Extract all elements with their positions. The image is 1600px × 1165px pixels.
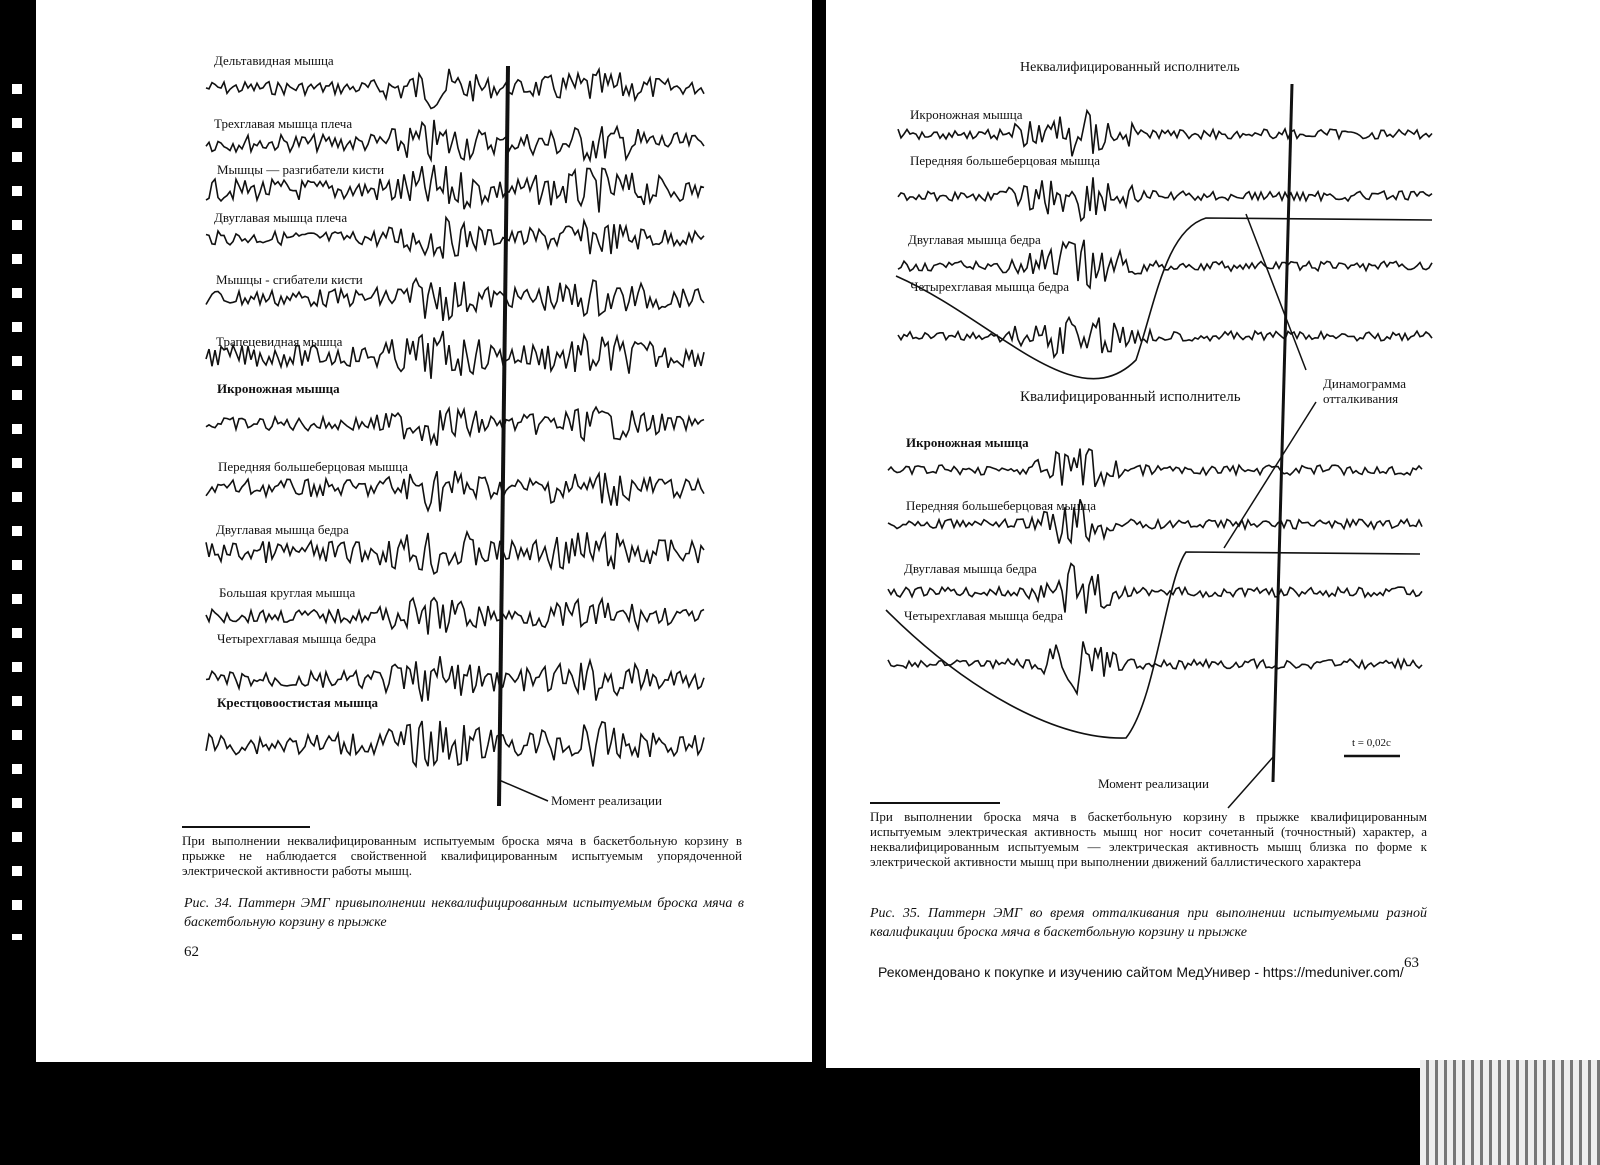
trace-label: Икроножная мышца — [906, 435, 1029, 450]
page-number: 62 — [184, 944, 199, 960]
trace-label: Мышцы — разгибатели кисти — [217, 162, 385, 177]
trace-label: Дельтавидная мышца — [214, 53, 334, 68]
figure-note: При выполнении неквалифицированным испытуемым броска мяча в баскетбольную корзину в прыжке не наблюдается свойственной квалифицированным испытуемым упорядоченной электрической активности работы мышц. — [182, 833, 742, 878]
dynamogram-pointer — [1246, 214, 1306, 370]
trace-label: Двуглавая мышца бедра — [216, 522, 349, 537]
emg-trace — [206, 69, 704, 109]
figure-caption: Рис. 34. Паттерн ЭМГ привыполнении неквалифицированным испытуемым броска мяча в баскетбольную корзину в прыжке — [184, 896, 744, 930]
emg-trace — [206, 598, 704, 635]
trace-label: Двуглавая мышца плеча — [214, 210, 348, 225]
trace-label: Передняя большеберцовая мышца — [218, 459, 409, 474]
dynamogram-pointer — [1224, 402, 1316, 548]
caption-rule — [182, 826, 310, 828]
trace-label: Крестцовоостистая мышца — [217, 695, 379, 710]
trace-label: Трапецевидная мышца — [216, 334, 343, 349]
figure-caption: Рис. 35. Паттерн ЭМГ во время отталкивания при выполнении испытуемыми разной квалификации броска мяча в баскетбольную корзину и прыжке — [870, 906, 1427, 940]
emg-trace — [888, 641, 1422, 693]
trace-label: Трехглавая мышца плеча — [214, 116, 353, 131]
trace-label: Двуглавая мышца бедра — [908, 232, 1041, 247]
trace-label: Икроножная мышца — [910, 107, 1023, 122]
trace-label: Четырехглавая мышца бедра — [910, 279, 1070, 294]
left-page — [36, 0, 812, 1062]
trace-label: Четырехглавая мышца бедра — [904, 608, 1064, 623]
section-title: Неквалифицированный исполнитель — [1020, 60, 1240, 75]
trace-label: Передняя большеберцовая мышца — [910, 153, 1101, 168]
time-scale-label: t = 0,02с — [1352, 737, 1391, 749]
moment-label: Момент реализации — [551, 793, 662, 808]
right-page — [826, 0, 1600, 1068]
section-title: Квалифицированный исполнитель — [1020, 389, 1241, 405]
trace-label: Двуглавая мышца бедра — [904, 561, 1037, 576]
scan-edge-noise — [12, 60, 22, 940]
emg-trace — [206, 532, 704, 574]
page-number: 63 — [1404, 955, 1419, 971]
moment-pointer — [1228, 756, 1274, 808]
dynamogram-curve — [886, 552, 1420, 738]
trace-label: Большая круглая мышца — [219, 585, 356, 600]
trace-label: Мышцы - сгибатели кисти — [216, 272, 363, 287]
trace-label: Передняя большеберцовая мышца — [906, 498, 1097, 513]
moment-pointer — [499, 780, 548, 801]
emg-trace — [898, 177, 1432, 220]
trace-label: Четырехглавая мышца бедра — [217, 631, 377, 646]
emg-trace — [206, 721, 704, 767]
caption-rule — [870, 802, 1000, 804]
scan-edge — [0, 0, 8, 1165]
moment-line — [499, 66, 508, 806]
trace-label: Икроножная мышца — [217, 381, 340, 396]
emg-trace — [888, 449, 1422, 487]
moment-label: Момент реализации — [1098, 776, 1209, 791]
moment-line — [1273, 84, 1292, 782]
emg-trace — [206, 407, 704, 446]
figure-note: При выполнении броска мяча в баскетбольную корзину в прыжке квалифицированным испытуемым электрическая активность мышц ног носит сочетанный (точностный) характер, а неквалифицированным испытуемым — электрическая активность мышц близка по форме к электрической активности мышц при выполнении движений баллистического характера — [870, 809, 1427, 869]
scan-edge-noise — [1420, 1060, 1600, 1165]
dynamogram-label: Динамограмма отталкивания — [1323, 376, 1407, 406]
emg-trace — [206, 471, 704, 512]
website-footer: Рекомендовано к покупке и изучению сайтом МедУнивер - https://meduniver.com/ — [878, 964, 1404, 980]
